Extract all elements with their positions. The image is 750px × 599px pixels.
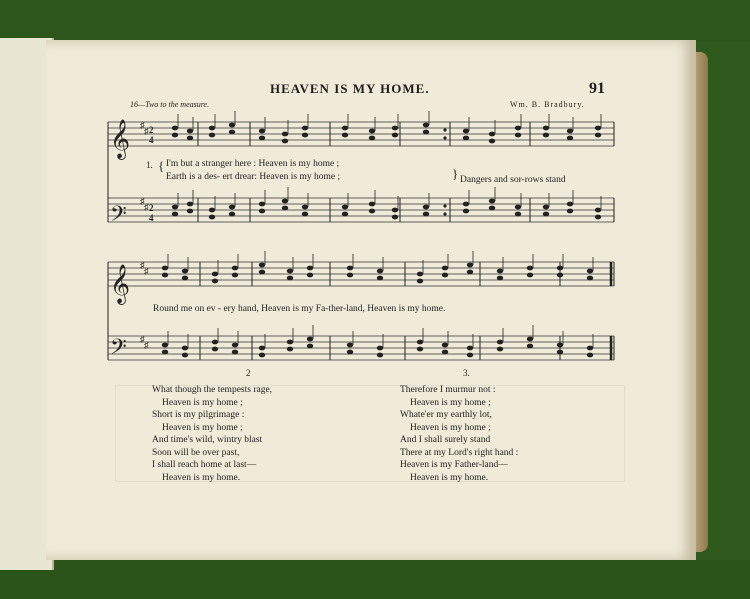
note-head — [302, 212, 308, 217]
bass-clef-icon-2: 𝄢 — [110, 335, 127, 365]
note-head — [232, 266, 238, 271]
note-head — [392, 208, 398, 213]
note-head — [307, 344, 313, 349]
note-head — [423, 212, 429, 217]
note-head — [172, 212, 178, 217]
note-head — [212, 347, 218, 352]
note-head — [212, 272, 218, 277]
note-head — [162, 273, 168, 278]
note-head — [307, 273, 313, 278]
lyric-line-1: I'm but a stranger here : Heaven is my home ; — [166, 159, 340, 169]
note-head — [259, 270, 265, 275]
note-head — [347, 343, 353, 348]
note-head — [282, 206, 288, 211]
note-head — [442, 273, 448, 278]
repeat-dot — [443, 204, 446, 207]
note-head — [162, 343, 168, 348]
note-head — [467, 353, 473, 358]
note-head — [595, 126, 601, 131]
stanza-line: Heaven is my home ; — [162, 422, 243, 433]
note-head — [595, 208, 601, 213]
sharp-icon: ♯ — [140, 120, 145, 130]
stanza-line: And time's wild, wintry blast — [152, 435, 263, 445]
note-head — [287, 276, 293, 281]
note-head — [259, 209, 265, 214]
note-head — [417, 279, 423, 284]
note-head — [567, 129, 573, 134]
note-head — [595, 133, 601, 138]
note-head — [212, 340, 218, 345]
lyric-line-2: Earth is a des- ert drear: Heaven is my home ; — [166, 172, 341, 182]
note-head — [212, 279, 218, 284]
note-head — [259, 346, 265, 351]
note-head — [209, 208, 215, 213]
treble-clef-icon: 𝄞 — [110, 119, 131, 159]
note-head — [527, 273, 533, 278]
stanza-line: Heaven is my home ; — [410, 397, 491, 408]
hymn-title: HEAVEN IS MY HOME. — [270, 81, 430, 96]
note-head — [377, 269, 383, 274]
note-head — [567, 136, 573, 141]
note-head — [417, 340, 423, 345]
note-head — [567, 202, 573, 207]
note-head — [232, 343, 238, 348]
note-head — [392, 215, 398, 220]
sharp-icon: ♯ — [144, 266, 149, 276]
note-head — [182, 346, 188, 351]
note-head — [187, 129, 193, 134]
note-head — [527, 266, 533, 271]
note-head — [172, 133, 178, 138]
note-head — [369, 209, 375, 214]
lyric-system-2: Round me on ev - ery hand, Heaven is my Fa-ther-land, Heaven is my home. — [153, 304, 446, 314]
note-head — [287, 269, 293, 274]
note-head — [259, 136, 265, 141]
note-head — [543, 126, 549, 131]
sharp-icon: ♯ — [140, 334, 145, 344]
note-head — [567, 209, 573, 214]
note-head — [342, 205, 348, 210]
note-head — [587, 353, 593, 358]
note-head — [187, 209, 193, 214]
stanza-line: Soon will be over past, — [152, 447, 240, 458]
stanza-line: Therefore I murmur not : — [400, 385, 496, 395]
note-head — [182, 269, 188, 274]
note-head — [515, 126, 521, 131]
repeat-dot — [443, 212, 446, 215]
note-head — [287, 340, 293, 345]
stanza-line: Heaven is my home. — [162, 472, 241, 483]
stanza-number-3: 3. — [463, 368, 470, 378]
note-head — [467, 263, 473, 268]
stanza-3 — [400, 384, 518, 484]
note-head — [587, 269, 593, 274]
note-head — [369, 129, 375, 134]
note-head — [423, 205, 429, 210]
note-head — [259, 263, 265, 268]
note-head — [515, 205, 521, 210]
note-head — [347, 266, 353, 271]
time-sig-bottom-bass: 4 — [149, 213, 154, 223]
note-head — [417, 272, 423, 277]
note-head — [229, 205, 235, 210]
note-head — [377, 353, 383, 358]
note-head — [463, 129, 469, 134]
sharp-icon: ♯ — [144, 126, 149, 136]
note-head — [527, 337, 533, 342]
note-head — [342, 212, 348, 217]
note-head — [489, 132, 495, 137]
time-sig-top: 2 — [149, 125, 154, 135]
treble-clef-icon-2: 𝄞 — [110, 264, 131, 304]
stanza-line: Heaven is my home ; — [410, 422, 491, 433]
note-head — [229, 212, 235, 217]
stanza-line: There at my Lord's right hand : — [400, 447, 519, 458]
note-head — [162, 266, 168, 271]
note-head — [182, 276, 188, 281]
page-number: 91 — [589, 80, 605, 97]
time-sig-bottom: 4 — [149, 135, 154, 145]
note-head — [302, 205, 308, 210]
note-head — [209, 215, 215, 220]
note-head — [307, 266, 313, 271]
stanza-line: What though the tempests rage, — [152, 385, 273, 395]
composer-name: Wm. B. Bradbury. — [510, 100, 585, 109]
stanza-line: Heaven is my home. — [410, 472, 489, 483]
stanza-2 — [152, 384, 272, 484]
stanza-line: Short is my pilgrimage : — [152, 410, 245, 420]
note-head — [497, 276, 503, 281]
note-head — [527, 344, 533, 349]
note-head — [515, 212, 521, 217]
stanza-line: Heaven is my Father-land— — [400, 460, 508, 470]
brace-icon: { — [158, 158, 165, 173]
note-head — [497, 340, 503, 345]
stanza-line: And I shall surely stand — [400, 435, 491, 445]
note-head — [392, 126, 398, 131]
note-head — [369, 136, 375, 141]
note-head — [229, 130, 235, 135]
note-head — [187, 202, 193, 207]
note-head — [392, 133, 398, 138]
sharp-icon: ♯ — [140, 196, 145, 206]
note-head — [377, 346, 383, 351]
note-head — [232, 350, 238, 355]
note-head — [259, 353, 265, 358]
note-head — [423, 130, 429, 135]
note-head — [543, 212, 549, 217]
note-head — [497, 269, 503, 274]
repeat-dot — [443, 128, 446, 131]
repeat-dot — [443, 136, 446, 139]
note-head — [282, 199, 288, 204]
note-head — [417, 347, 423, 352]
stanza-line: I shall reach home at last— — [152, 460, 257, 470]
note-head — [489, 206, 495, 211]
hymn-number-and-measure: 16—Two to the measure. — [130, 100, 210, 109]
note-head — [302, 133, 308, 138]
note-head — [172, 126, 178, 131]
note-head — [307, 337, 313, 342]
note-head — [543, 133, 549, 138]
note-head — [229, 123, 235, 128]
note-head — [463, 136, 469, 141]
note-head — [232, 273, 238, 278]
note-head — [342, 133, 348, 138]
note-head — [587, 276, 593, 281]
note-head — [497, 347, 503, 352]
note-head — [302, 126, 308, 131]
sharp-icon: ♯ — [144, 202, 149, 212]
stanza-line: Heaven is my home ; — [162, 397, 243, 408]
note-head — [347, 350, 353, 355]
time-sig-top-bass: 2 — [149, 203, 154, 213]
note-head — [489, 139, 495, 144]
lyric-line-2-continued: Dangers and sor-rows stand — [460, 175, 566, 185]
note-head — [259, 202, 265, 207]
note-head — [187, 136, 193, 141]
brace-close-icon: } — [452, 166, 459, 181]
note-head — [489, 199, 495, 204]
note-head — [209, 126, 215, 131]
sharp-icon: ♯ — [144, 340, 149, 350]
note-head — [287, 347, 293, 352]
note-head — [162, 350, 168, 355]
note-head — [463, 202, 469, 207]
note-head — [467, 270, 473, 275]
note-head — [543, 205, 549, 210]
note-head — [347, 273, 353, 278]
note-head — [467, 346, 473, 351]
note-head — [342, 126, 348, 131]
note-head — [595, 215, 601, 220]
stanza-line: Whate'er my earthly lot, — [400, 410, 492, 420]
bass-clef-icon: 𝄢 — [110, 202, 127, 232]
note-head — [463, 209, 469, 214]
sharp-icon: ♯ — [140, 260, 145, 270]
note-head — [423, 123, 429, 128]
note-head — [182, 353, 188, 358]
note-head — [442, 343, 448, 348]
note-head — [442, 266, 448, 271]
note-head — [282, 132, 288, 137]
note-head — [442, 350, 448, 355]
note-head — [515, 133, 521, 138]
note-head — [369, 202, 375, 207]
verse-number: 1. — [146, 160, 153, 170]
note-head — [259, 129, 265, 134]
note-head — [377, 276, 383, 281]
note-head — [172, 205, 178, 210]
note-head — [209, 133, 215, 138]
note-head — [282, 139, 288, 144]
note-head — [587, 346, 593, 351]
stanza-number-2: 2 — [246, 368, 251, 378]
